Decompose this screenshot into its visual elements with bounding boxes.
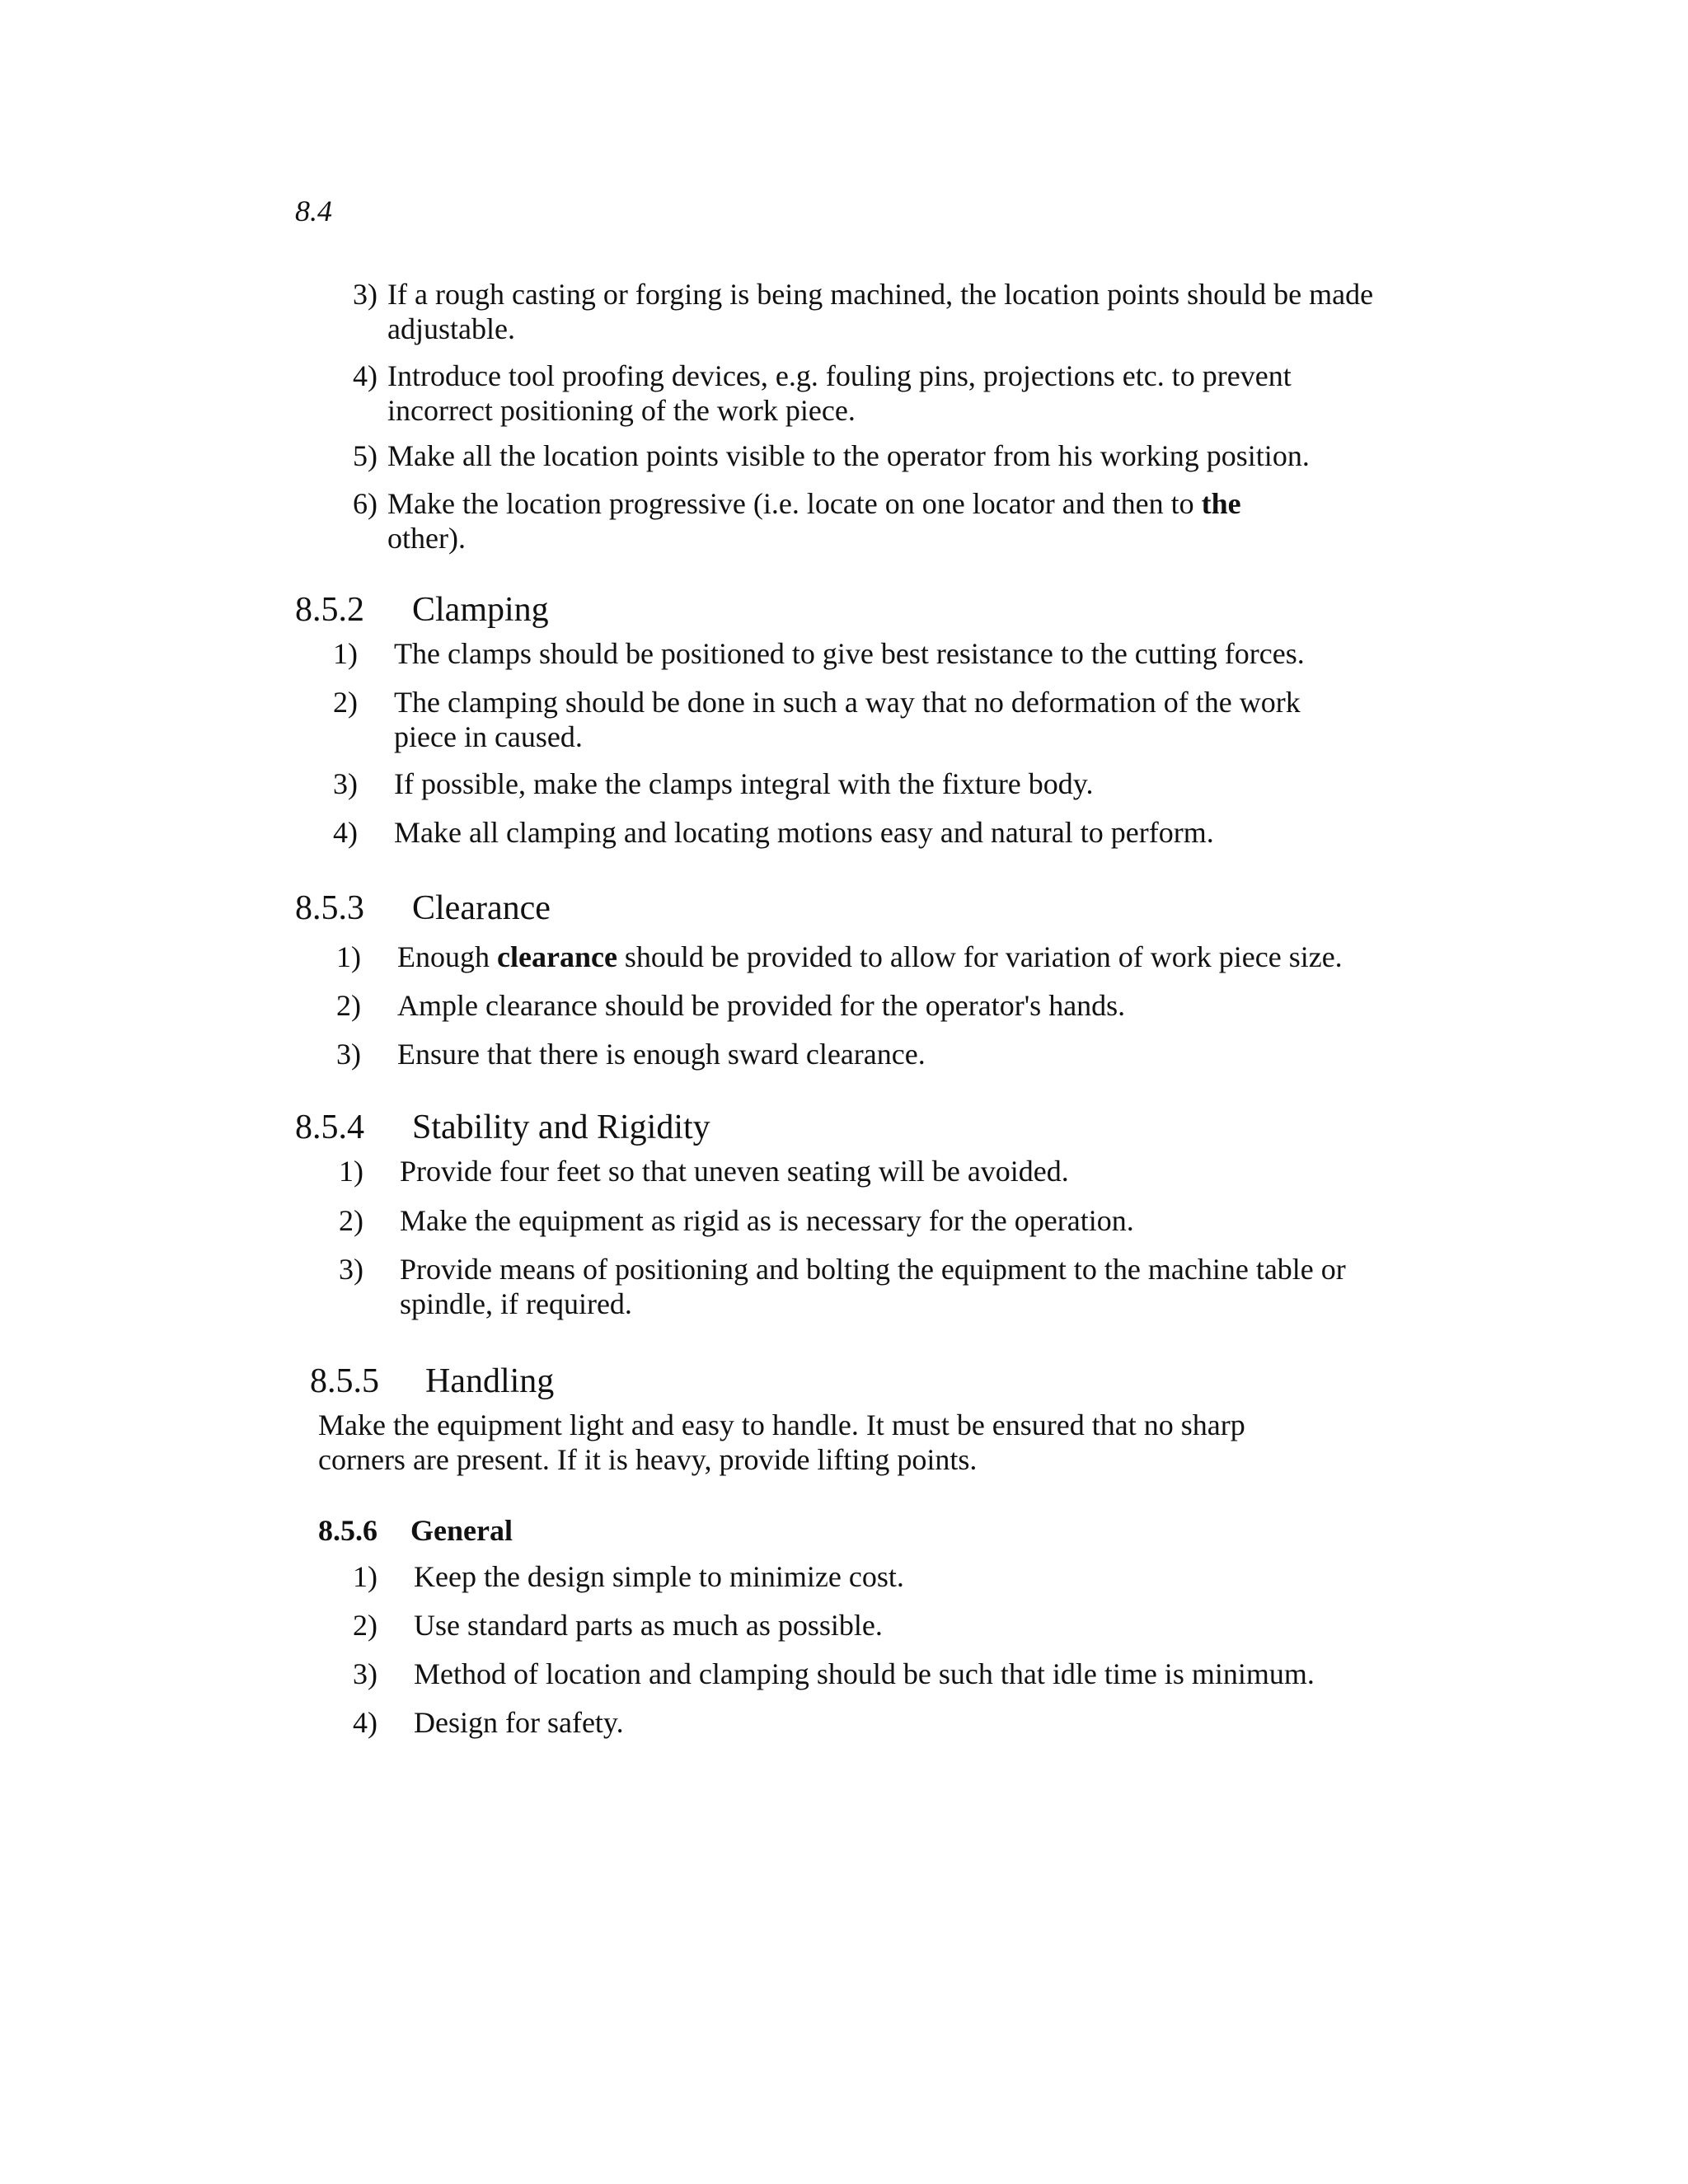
list-number: 4): [353, 359, 377, 392]
list-number: 3): [353, 278, 377, 311]
list-text: Enough clearance should be provided to allow for variation of work piece size.: [397, 940, 1343, 973]
list-number: 5): [353, 439, 377, 472]
section-number: 8.5.5: [310, 1362, 379, 1400]
list-text: Introduce tool proofing devices, e.g. fouling pins, projections etc. to prevent incorrect positioning of the work piece.: [387, 359, 1292, 427]
list-number: 1): [333, 637, 358, 670]
list-number: 4): [353, 1706, 377, 1739]
list-text: Provide means of positioning and bolting the equipment to the machine table or spindle, if required.: [400, 1253, 1346, 1320]
list-number: 2): [339, 1204, 363, 1237]
list-text: Ensure that there is enough sward clearance.: [397, 1038, 926, 1071]
list-number: 6): [353, 487, 377, 520]
list-number: 3): [353, 1657, 377, 1690]
section-number: 8.5.2: [295, 591, 364, 629]
section-number: 8.5.6: [318, 1514, 377, 1547]
section-number: 8.5.3: [295, 889, 364, 927]
list-text: Design for safety.: [414, 1706, 624, 1739]
list-number: 3): [336, 1038, 361, 1071]
section-title: Clamping: [412, 591, 549, 629]
list-text: If possible, make the clamps integral with the fixture body.: [394, 767, 1094, 800]
list-text: Make the equipment as rigid as is necessary for the operation.: [400, 1204, 1134, 1237]
section-number: 8.5.4: [295, 1108, 364, 1146]
section-title: Handling: [425, 1362, 555, 1400]
list-number: 1): [339, 1155, 363, 1188]
handling-paragraph: Make the equipment light and easy to handle. It must be ensured that no sharp corners are present. If it is heavy, provide lifting points.: [318, 1408, 1245, 1476]
list-text: Ample clearance should be provided for the operator's hands.: [397, 989, 1126, 1022]
list-number: 1): [336, 940, 361, 973]
list-number: 4): [333, 816, 358, 849]
list-text: The clamps should be positioned to give best resistance to the cutting forces.: [394, 637, 1305, 670]
section-title: Stability and Rigidity: [412, 1108, 710, 1146]
list-number: 3): [339, 1253, 363, 1286]
list-text: Make the location progressive (i.e. locate on one locator and then to the other).: [387, 487, 1241, 555]
list-number: 2): [353, 1609, 377, 1642]
list-text: Make all clamping and locating motions easy and natural to perform.: [394, 816, 1214, 849]
section-title: Clearance: [412, 889, 551, 927]
list-number: 1): [353, 1560, 377, 1593]
list-text: Method of location and clamping should be such that idle time is minimum.: [414, 1657, 1315, 1690]
list-text: If a rough casting or forging is being machined, the location points should be made adjustable.: [387, 278, 1374, 345]
section-heading-general: [318, 1513, 513, 1548]
list-text: Make all the location points visible to the operator from his working position.: [387, 439, 1310, 472]
list-number: 3): [333, 767, 358, 800]
list-text: Provide four feet so that uneven seating will be avoided.: [400, 1155, 1069, 1188]
section-title: General: [410, 1514, 513, 1547]
page-number: 8.4: [295, 194, 332, 227]
list-text: Use standard parts as much as possible.: [414, 1609, 883, 1642]
list-number: 2): [336, 989, 361, 1022]
list-text: The clamping should be done in such a way that no deformation of the work piece in caused.: [394, 686, 1301, 753]
list-text: Keep the design simple to minimize cost.: [414, 1560, 904, 1593]
list-number: 2): [333, 686, 358, 719]
